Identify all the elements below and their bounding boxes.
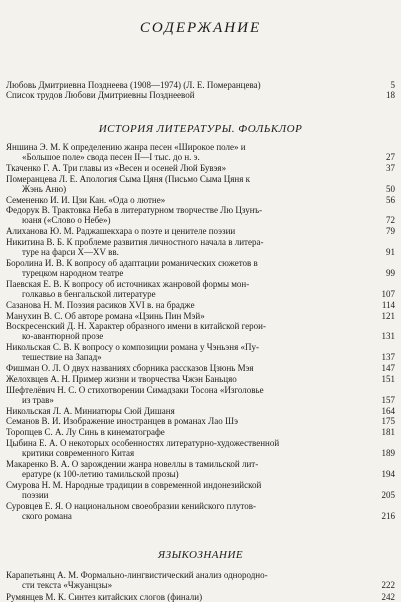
entry-text: Яншина Э. М. К определению жанра песен «Широкое поле» и <box>6 142 246 152</box>
page-number: 164 <box>381 405 395 416</box>
entry-text-continued: Жэнь Аню) <box>22 183 67 194</box>
page-number: 216 <box>381 510 395 521</box>
entry-text-continued: ко-авантюрной прозе <box>22 331 104 342</box>
toc-entry <box>6 311 380 321</box>
entry-text: Боролина И. В. К вопросу об адаптации романических сюжетов в <box>6 257 258 268</box>
toc-entry <box>6 342 380 362</box>
entry-text: Смурова Н. М. Народные традиции в современной индонезийской <box>6 479 262 490</box>
section-title-linguistics: ЯЗЫКОЗНАНИЕ <box>157 549 244 561</box>
page-number: 91 <box>386 247 395 258</box>
page-number: 194 <box>381 469 395 479</box>
entry-text: Фишман О. Л. О двух названиях сборника рассказов Цзюнь Мэя <box>6 363 254 374</box>
entry-text: Торопцев С. А. Лу Синь в кинематографе <box>6 427 165 438</box>
page-number: 175 <box>381 416 395 427</box>
entry-text: Федорук В. Трактовка Неба в литературном творчестве Лю Цзунъ- <box>6 205 263 216</box>
entry-text: Воскресенский Д. Н. Характер образного имени в китайской герои- <box>6 321 266 332</box>
toc-entry <box>6 195 380 205</box>
page-number: 27 <box>386 152 395 162</box>
entry-text-continued: голкавьо в бенгальской литературе <box>22 288 156 299</box>
page-number: 181 <box>381 427 395 438</box>
toc-entry <box>6 570 380 590</box>
page-number: 222 <box>381 580 395 590</box>
page-title: СОДЕРЖАНИЕ <box>139 20 262 36</box>
entry-text: Любовь Дмитриевна Позднеева (1908—1974) (Л. Е. Померанцева) <box>6 80 261 90</box>
toc-entry <box>6 501 380 521</box>
toc-entry <box>6 258 380 278</box>
page-number: 5 <box>390 80 395 90</box>
entry-text: Семанов В. И. Изображение иностранцев в романах Лао Шэ <box>6 416 238 427</box>
page-number: 147 <box>381 363 395 374</box>
entry-text: Никольская Л. А. Миниатюры Сюй Дишаня <box>6 405 175 416</box>
entry-text-continued: критики современного Китая <box>22 448 135 459</box>
page-number: 137 <box>381 352 395 363</box>
page-number: 79 <box>386 226 395 237</box>
page-number: 107 <box>381 288 395 299</box>
entry-text: Никольская С. В. К вопросу о композиции романа у Чэньэня «Пу- <box>6 342 259 353</box>
entry-text: Желохвцев А. Н. Пример жизни и творчества Чжэн Баньцяо <box>6 373 237 384</box>
entry-text-continued: ского романа <box>22 510 72 521</box>
entry-text: Померанцева Л. Е. Апология Сыма Цяня (Письмо Сыма Цяня к <box>6 173 250 184</box>
entry-text-continued: турецком народном театре <box>22 267 124 278</box>
page-number: 121 <box>381 310 395 321</box>
toc-entry <box>6 80 380 90</box>
entry-text: Румянцев М. К. Синтез китайских слогов (финали) <box>6 592 203 602</box>
toc-entry <box>6 205 380 225</box>
entry-text: Сазанова Н. М. Поэзия расиков XVI в. на браджe <box>6 299 195 310</box>
page-number: 242 <box>381 592 395 602</box>
toc-entry <box>6 385 380 405</box>
page-number: 151 <box>381 373 395 384</box>
toc-entry <box>6 592 380 602</box>
toc-entry <box>6 321 380 341</box>
page-number: 189 <box>381 448 395 459</box>
entry-text-continued: юаня («Слово о Небе») <box>22 215 111 226</box>
toc-entry <box>6 237 380 257</box>
page-number: 205 <box>381 489 395 500</box>
toc-entry <box>6 459 380 479</box>
toc-entry <box>6 363 380 373</box>
toc-entry <box>6 406 380 416</box>
page-number: 18 <box>386 90 395 100</box>
page-number: 114 <box>381 299 395 310</box>
toc-entry <box>6 163 380 173</box>
toc-entry <box>6 427 380 437</box>
toc-entry <box>6 438 380 458</box>
entry-text: Манухин В. С. Об авторе романа «Цзинь Пин Мэй» <box>6 310 205 321</box>
entry-text: Суровцев Е. Я. О национальном своеобразии кенийского плутов- <box>6 500 256 511</box>
page-number: 72 <box>386 215 395 226</box>
entry-text-continued: сти текста «Чжуанцзы» <box>22 580 113 590</box>
page-number: 37 <box>386 162 395 173</box>
page-number: 50 <box>386 183 395 194</box>
toc-entry <box>6 300 380 310</box>
toc-entry <box>6 174 380 194</box>
entry-text: Семененко И. И. Цзи Кан. «Ода о лютне» <box>6 194 166 205</box>
entry-text: Список трудов Любови Дмитриевны Позднеевой <box>6 90 195 100</box>
entry-text: Никитина В. Б. К проблеме развития личностного начала в литера- <box>6 237 264 248</box>
toc-entry <box>6 416 380 426</box>
toc-entry <box>6 374 380 384</box>
entry-text-continued: «Большое поле» свода песен II—I тыс. до н. э. <box>22 152 200 162</box>
page-number: 157 <box>381 394 395 405</box>
entry-text: Макаренко В. А. О зарождении жанра новеллы в тамильской лит- <box>6 459 259 469</box>
entry-text-continued: поэзии <box>22 489 49 500</box>
toc-entry <box>6 480 380 500</box>
entry-text: Алиханова Ю. М. Раджашекхара о поэте и ценителе поэзии <box>6 226 236 237</box>
page-number: 99 <box>386 267 395 278</box>
toc-entry <box>6 142 380 162</box>
entry-text-continued: туре на фарси X—XV вв. <box>22 247 119 258</box>
toc-entry <box>6 226 380 236</box>
entry-text-continued: из трав» <box>22 394 54 405</box>
entry-text: Карапетьянц А. М. Формально-лингвистический анализ однородно- <box>6 570 268 580</box>
entry-text: Паевская Е. В. К вопросу об источниках жанровой формы мон- <box>6 278 250 289</box>
page-number: 56 <box>386 194 395 205</box>
entry-text: Шефтелёвич Н. С. О стихотворении Симадзаки Тосона «Изголовье <box>6 384 264 395</box>
entry-text-continued: ературе (к 100-летию тамильской прозы) <box>22 469 179 479</box>
entry-text-continued: тешествие на Запад» <box>22 352 102 363</box>
toc-entry <box>6 279 380 299</box>
page-number: 131 <box>381 331 395 342</box>
entry-text: Цыбина Е. А. О некоторых особенностях литературно-художественной <box>6 438 280 449</box>
entry-text: Ткаченко Г. А. Три главы из «Весен и осеней Люй Бувэя» <box>6 162 227 173</box>
toc-entry <box>6 90 380 100</box>
section-title-literature: ИСТОРИЯ ЛИТЕРАТУРЫ. ФОЛЬКЛОР <box>98 123 303 135</box>
